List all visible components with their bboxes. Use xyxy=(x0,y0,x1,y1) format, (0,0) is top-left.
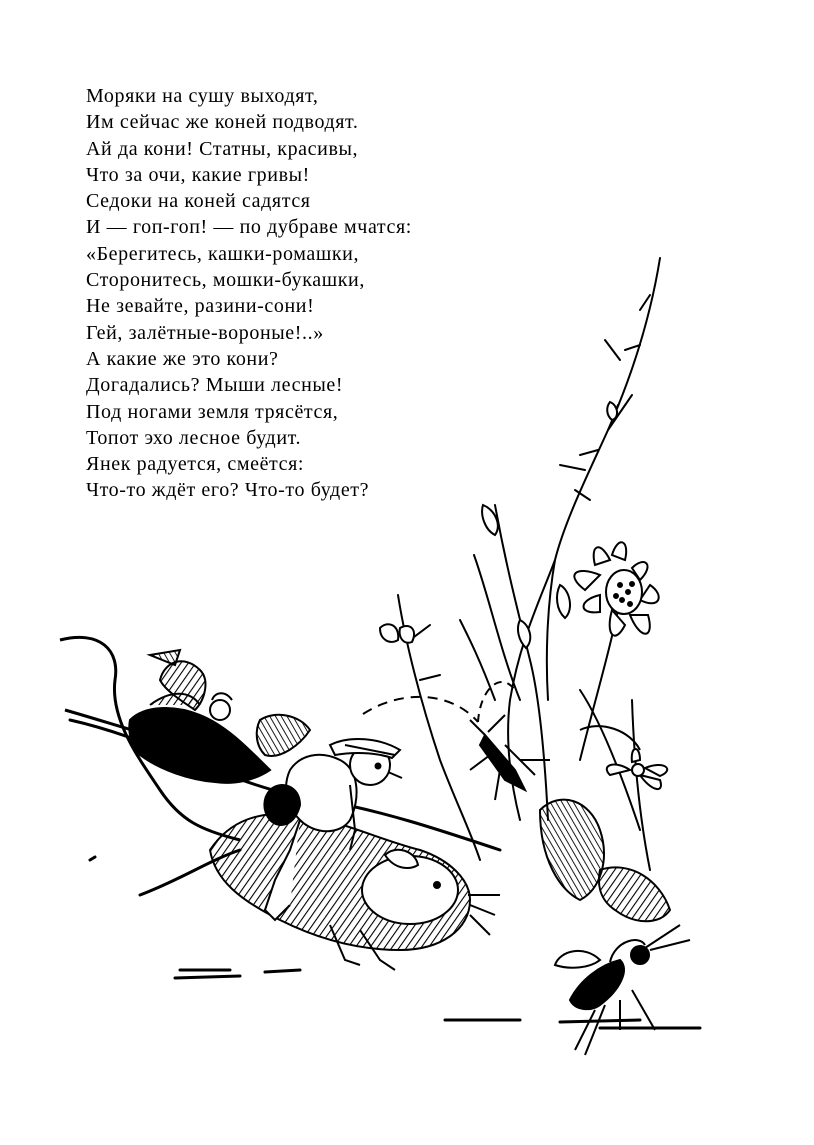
poem-line: Под ногами земля трясётся, xyxy=(86,400,339,423)
poem-line: Ай да кони! Статны, красивы, xyxy=(86,137,359,160)
poem-line: Янек радуется, смеётся: xyxy=(86,453,305,476)
poem-line: И — гоп-гоп! — по дубраве мчатся: xyxy=(86,216,412,239)
poem-line: Не зевайте, разини-сони! xyxy=(86,295,315,318)
leaves xyxy=(380,402,617,648)
grass-stems xyxy=(398,258,660,870)
grasshopper xyxy=(363,682,550,800)
poem-line: Сторонитесь, мошки-букашки, xyxy=(86,269,365,292)
ground-leaves xyxy=(540,726,670,921)
poem-line: Догадались? Мыши лесные! xyxy=(86,374,344,397)
mosquito xyxy=(555,925,690,1055)
poem-line: Им сейчас же коней подводят. xyxy=(86,111,359,134)
poem-line: Что за очи, какие гривы! xyxy=(86,163,310,186)
poem-line: «Берегитесь, кашки-ромашки, xyxy=(86,242,360,265)
poem-line: Что-то ждёт его? Что-то будет? xyxy=(86,479,370,502)
mouse-rider xyxy=(60,637,270,840)
poem-line: Гей, залётные-вороные!..» xyxy=(86,321,324,344)
poem-line: А какие же это кони? xyxy=(86,347,279,370)
poem-line: Топот эхо лесное будит. xyxy=(86,426,302,449)
daisy-flower xyxy=(574,542,658,635)
poem-line: Моряки на сушу выходят, xyxy=(86,85,319,107)
poem-line: Седоки на коней садятся xyxy=(86,190,311,213)
